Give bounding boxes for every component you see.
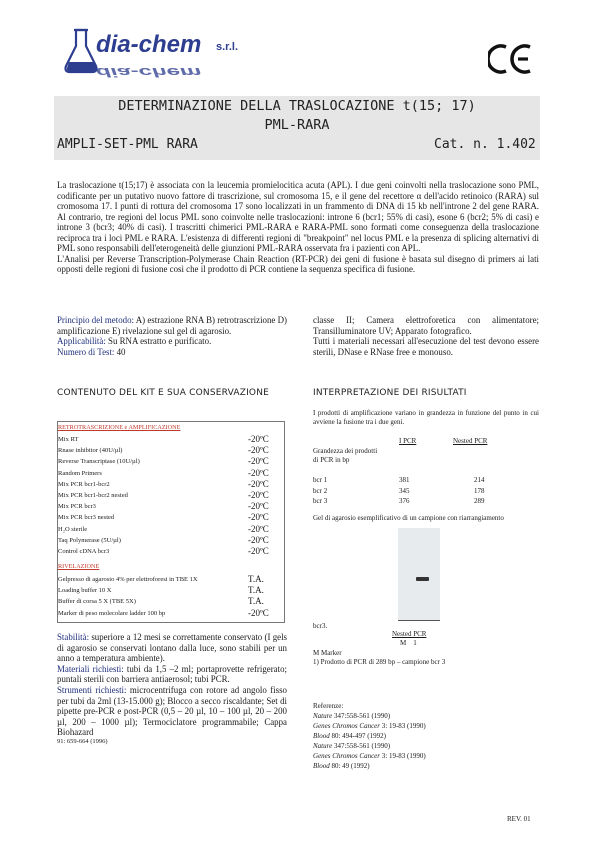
principio-label: Principio del metodo: — [57, 315, 134, 325]
kit-item-storage: -20ºC — [248, 434, 269, 444]
logo-text: dia-chem — [96, 31, 202, 58]
result-cell-pcr: 345 — [399, 486, 410, 495]
kit-item-name: Random Primers — [58, 469, 102, 477]
revision-label: REV. 01 — [507, 815, 531, 823]
numero-test-label: Numero di Test: — [57, 346, 115, 357]
gel-lanes: M 1 — [400, 639, 417, 647]
reference-detail: 80: 49 (1992) — [329, 762, 370, 770]
results-intro: I prodotti di amplificazione variano in grandezza in funzione del punto in cui avviene la fusione tra i due geni. — [313, 409, 539, 426]
kit-item-name: Mix PCR bcr1-bcr2 nested — [58, 492, 128, 499]
stabilita-text: superiore a 12 mesi se correttamente conservato (I gels di agarosio se conservati lontano dalla luce, sono stabili per un anno a temperatura ambiente). — [57, 632, 287, 664]
nested-col-header: Nested PCR — [453, 437, 488, 445]
gel-band — [416, 577, 429, 581]
catalog-number: Cat. n. 1.402 — [434, 137, 536, 152]
applicabilita-text: Su RNA estratto e purificato. — [108, 336, 212, 347]
pcr-col-header: I PCR — [399, 437, 417, 445]
materiali-label: Materiali richiesti: — [57, 663, 124, 674]
footnote: 91: 659-664 (1996) — [57, 737, 108, 745]
kit-item-name: Mix PCR bcr1-bcr2 — [58, 480, 110, 488]
instruments-continued: classe II; Camera elettroforetica con alimentatore; Transilluminatore UV; Apparato fotografico. — [313, 315, 539, 336]
result-cell-name: bcr 3 — [313, 497, 328, 505]
numero-test-value: 40 — [116, 346, 126, 357]
kit-item-name: Reverse Transcriptase (10U/µl) — [58, 458, 140, 466]
reference-detail: 347:558-561 (1990) — [332, 742, 391, 750]
kit-item-name: Mix PCR bcr3 — [58, 503, 96, 511]
reference-journal: Blood — [313, 732, 330, 740]
kit-contents-table — [57, 421, 285, 623]
strumenti-label: Strumenti richiesti: — [57, 684, 127, 695]
kit-item-storage: T.A. — [248, 596, 264, 607]
sterility-note: Tutti i materiali necessari all'esecuzione del test devono essere sterili, DNase e RNase free e monouso. — [313, 336, 539, 357]
kit-item-storage: -20ºC — [248, 534, 269, 545]
method-block-continued — [313, 315, 539, 357]
kit-item-storage: -20ºC — [248, 546, 269, 556]
kit-item-name: Control cDNA bcr3 — [58, 548, 110, 555]
gel-caption: Gel di agarosio esemplificativo di un campione con riarrangiamento — [313, 514, 504, 522]
applicabilita-label: Applicabilità: — [57, 336, 106, 347]
reference-item — [313, 732, 386, 741]
kit-group-title: RIVELAZIONE — [58, 563, 100, 570]
logo-srl: s.r.l. — [216, 41, 239, 53]
kit-item-storage: -20ºC — [248, 512, 269, 523]
result-cell-nested: 178 — [474, 486, 485, 495]
logo-text-reflection: dia-chem — [96, 64, 202, 80]
kit-item-storage: -20ºC — [248, 478, 269, 489]
kit-item-storage: -20ºC — [248, 445, 269, 456]
kit-item-storage: -20ºC — [248, 490, 269, 500]
legend-lane1: 1) Prodotto di PCR di 289 bp – campione bcr 3 — [313, 658, 446, 666]
reference-item — [313, 762, 370, 771]
reference-detail: 3: 19-83 (1990) — [380, 752, 426, 760]
result-cell-pcr: 381 — [399, 476, 410, 484]
kit-item-name: Buffer di corsa 5 X (TBE 5X) — [58, 598, 136, 606]
method-block — [57, 315, 287, 357]
principio-text: A) estrazione RNA B) retrotrascrizione D) amplificazione E) rivelazione sul gel di agarosio. — [57, 315, 287, 336]
intro-paragraph: L'Analisi per Reverse Transcription-Polymerase Chain Reaction (RT-PCR) dei geni di fusione è basata sul disegno di primers ai lati opposti delle regioni di fusione così che il prodotto di PCR contiene la sequenza specifica di fusione. — [57, 253, 539, 274]
dia-chem-logo — [62, 26, 277, 82]
kit-item-name: H₂O sterile — [58, 525, 88, 533]
references-title: Referenze: — [313, 702, 344, 710]
gel-bcr: bcr3. — [313, 622, 328, 630]
gel-header: Nested PCR — [392, 630, 427, 638]
kit-item-name: Gelpresso di agarosio 4% per elettroforesi in TBE 1X — [58, 576, 198, 583]
reference-journal: Blood — [313, 762, 330, 770]
reference-journal: Nature — [313, 712, 333, 720]
reference-journal: Genes Chromos Cancer — [313, 752, 381, 760]
stabilita-label: Stabilità: — [57, 632, 90, 642]
result-cell-name: bcr 1 — [313, 476, 328, 484]
intro-paragraph: La traslocazione t(15;17) è associata con la leucemia promielocitica acuta (APL). I due geni coinvolti nella traslocazione sono PML, codificante per un putativo nuovo fattore di trascrizione, sul cromosoma 15, e il gene del recettore α dell'acido retinoico (RARA) sul cromosoma 17. I punti di rottura del cromosoma 17 sono localizzati in un frammento di DNA di 15 kb nell'introne 2 del gene RARA. Al contrario, tre regioni del locus PML sono coinvolte nelle traslocazioni: introne 6 (bcr1; 55% di casi), esone 6 (bcr2; 5% di casi) e introne 3 (bcr3; 40% di casi). I trascritti chimerici PML-RARA e RARA-PML sono formati come conseguenza della traslocazione reciproca tra i loci PML e RARA. L'esistenza di differenti regioni di "breakpoint" nel locus PML e la presenza di splicing alternativi di PML sono responsabili dell'eterogeneità delle giunzioni PML-RARA osservata fra i pazienti con APL. — [57, 180, 539, 253]
result-cell-name: bcr 2 — [313, 486, 328, 495]
gel-baseline — [398, 620, 440, 621]
kit-item-name: Rnase inhibitor (40U/µl) — [58, 447, 123, 455]
result-cell-nested: 214 — [474, 476, 485, 484]
intro-text — [57, 180, 539, 275]
kit-section-title: CONTENUTO DEL KIT E SUA CONSERVAZIONE — [57, 388, 270, 398]
reference-journal: Nature — [313, 742, 333, 750]
flask-icon — [66, 30, 97, 72]
doc-title: DETERMINAZIONE DELLA TRASLOCAZIONE t(15; 17) — [118, 98, 476, 114]
result-cell-pcr: 376 — [399, 497, 410, 505]
reference-item — [313, 742, 390, 751]
stability-block — [57, 632, 287, 747]
reference-journal: Genes Chromos Cancer — [313, 722, 381, 730]
result-cell-nested: 289 — [474, 497, 485, 505]
size-row-label: Grandezza dei prodotti di PCR in bp — [313, 447, 378, 464]
reference-detail: 347:558-561 (1990) — [332, 712, 391, 720]
kit-item-storage: -20ºC — [248, 501, 269, 512]
reference-item — [313, 712, 390, 721]
materiali-text: tubi da 1,5 –2 ml; portaprovette refrigerato; puntali sterili con barriera antiaerosol; tubi PCR. — [57, 663, 287, 685]
kit-item-storage: -20ºC — [248, 456, 269, 467]
strumenti-text: microcentrifuga con rotore ad angolo fisso per tubi da 2ml (13-15.000 g); Blocco a secco riscaldante; Set di pipette pre-PCR e post-PCR (0,5 – 20 µl, 10 – 100 µl, 20 – 200 µl, 200 – 1000 µl); Termociclatore programmabile; Cappa Biohazard — [57, 684, 287, 738]
kit-item-storage: -20ºC — [248, 467, 269, 478]
kit-item-name: Marker di peso molecolare ladder 100 bp — [58, 609, 166, 617]
reference-item — [313, 752, 426, 761]
kit-item-storage: -20ºC — [248, 607, 269, 618]
reference-item — [313, 722, 426, 731]
kit-item-name: Loading buffer 10 X — [58, 587, 112, 595]
kit-item-storage: T.A. — [248, 574, 264, 584]
kit-item-storage: T.A. — [248, 585, 264, 596]
ce-mark-icon — [488, 43, 534, 75]
results-section-title: INTERPRETAZIONE DEI RISULTATI — [313, 388, 467, 398]
legend-marker: M Marker — [313, 649, 342, 657]
reference-detail: 3: 19-83 (1990) — [380, 722, 426, 730]
reference-detail: 80: 494-497 (1992) — [329, 732, 386, 740]
product-name: AMPLI-SET-PML RARA — [57, 137, 198, 152]
kit-item-name: Mix RT — [58, 436, 79, 443]
gel-image — [398, 528, 440, 620]
kit-item-storage: -20ºC — [248, 523, 269, 534]
doc-subtitle: PML-RARA — [264, 117, 330, 133]
kit-group-title: RETROTRASCRIZIONE e AMPLIFICAZIONE — [58, 424, 181, 431]
kit-item-name: Taq Polymerase (5U/µl) — [58, 536, 121, 544]
kit-item-name: Mix PCR bcr3 nested — [58, 514, 115, 522]
